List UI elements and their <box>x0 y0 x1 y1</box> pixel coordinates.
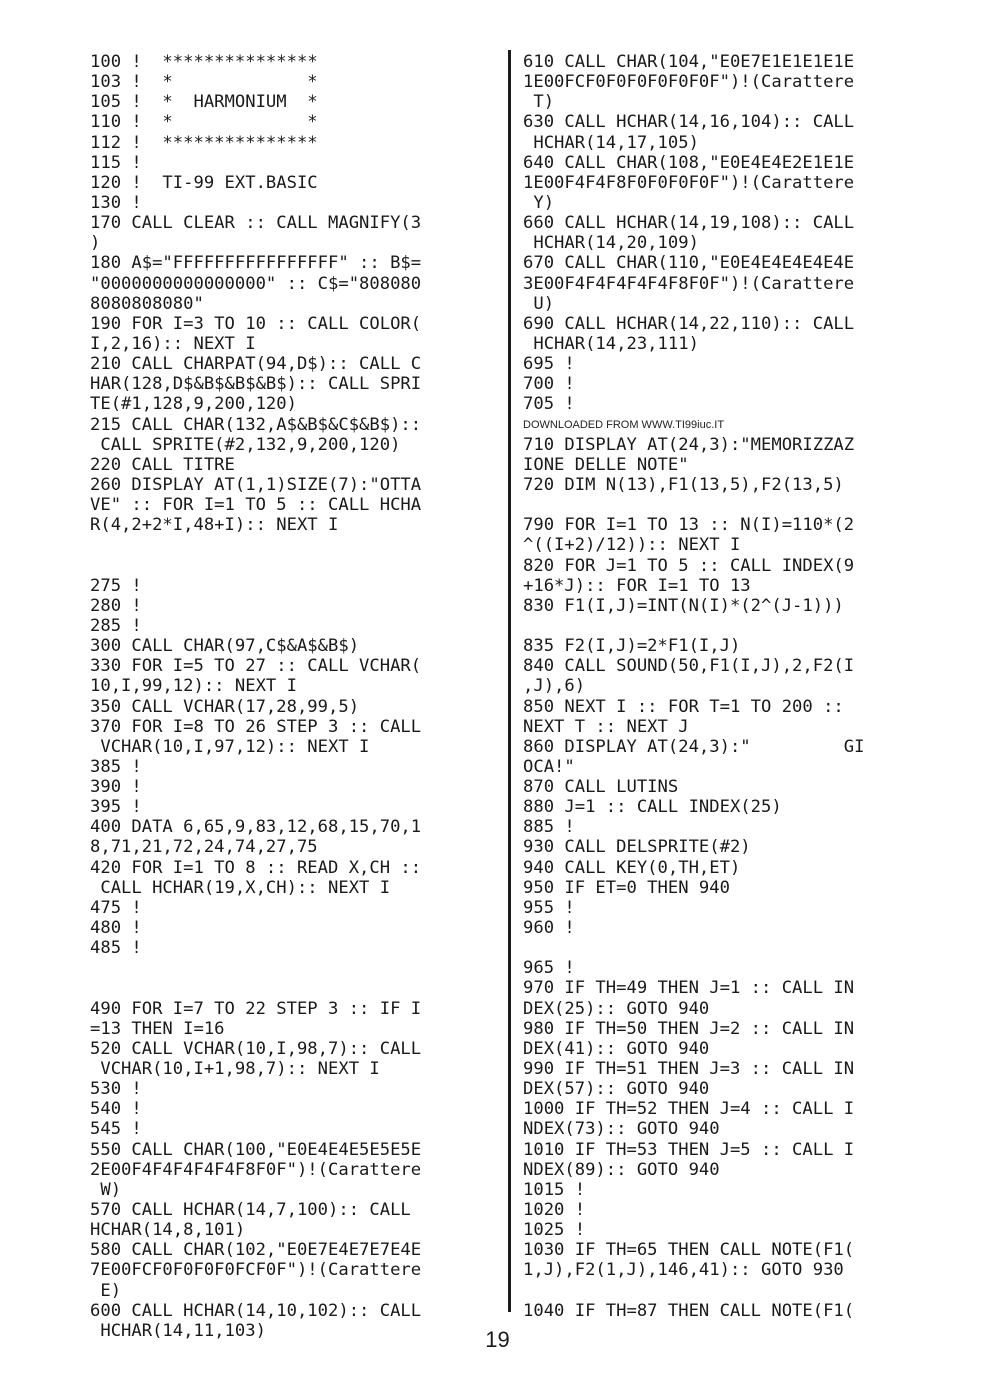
code-line: ,J),6) <box>523 676 586 697</box>
code-line: DEX(41):: GOTO 940 <box>523 1038 710 1059</box>
code-line: 285 ! <box>90 615 142 636</box>
code-line: 1E00F4F4F8F0F0F0F0F")!(Carattere <box>523 172 855 193</box>
code-line: 280 ! <box>90 595 142 616</box>
code-line: 630 CALL HCHAR(14,16,104):: CALL <box>523 112 855 133</box>
code-line: 390 ! <box>90 777 142 798</box>
code-line: R(4,2+2*I,48+I):: NEXT I <box>90 515 339 536</box>
code-line: 220 CALL TITRE <box>90 454 235 475</box>
listing-left-column <box>90 52 485 1341</box>
code-line: 103 ! * * <box>90 72 318 93</box>
code-line: 710 DISPLAY AT(24,3):"MEMORIZZAZ <box>523 434 855 455</box>
code-line: 1010 IF TH=53 THEN J=5 :: CALL I <box>523 1139 855 1160</box>
code-line: 940 CALL KEY(0,TH,ET) <box>523 857 741 878</box>
code-line: E) <box>90 1280 122 1301</box>
code-line: 870 CALL LUTINS <box>523 777 679 798</box>
code-line: VCHAR(10,I,97,12):: NEXT I <box>90 736 370 757</box>
page-number: 19 <box>485 1327 510 1352</box>
code-line: 115 ! <box>90 152 142 173</box>
code-line: 570 CALL HCHAR(14,7,100):: CALL <box>90 1200 411 1221</box>
code-line: 1025 ! <box>523 1220 586 1241</box>
code-line: 1015 ! <box>523 1179 586 1200</box>
code-line: 960 ! <box>523 918 575 939</box>
code-line: HCHAR(14,11,103) <box>90 1320 266 1341</box>
code-line: 180 A$="FFFFFFFFFFFFFFFF" :: B$= <box>90 253 422 274</box>
code-line <box>90 958 485 978</box>
code-line: 475 ! <box>90 897 142 918</box>
code-line: 300 CALL CHAR(97,C$&A$&B$) <box>90 636 360 657</box>
code-line: HCHAR(14,23,111) <box>523 333 699 354</box>
code-line: 370 FOR I=8 TO 26 STEP 3 :: CALL <box>90 716 422 737</box>
code-line: NDEX(73):: GOTO 940 <box>523 1119 720 1140</box>
column-divider <box>508 50 511 1312</box>
code-line: 1000 IF TH=52 THEN J=4 :: CALL I <box>523 1099 855 1120</box>
code-line: 850 NEXT I :: FOR T=1 TO 200 :: <box>523 696 844 717</box>
code-line: 1,J),F2(1,J),146,41):: GOTO 930 <box>523 1260 844 1281</box>
code-line: 550 CALL CHAR(100,"E0E4E4E5E5E5E <box>90 1139 422 1160</box>
code-line: 970 IF TH=49 THEN J=1 :: CALL IN <box>523 978 855 999</box>
code-line <box>523 938 918 958</box>
code-line: 1030 IF TH=65 THEN CALL NOTE(F1( <box>523 1240 855 1261</box>
code-line: CALL SPRITE(#2,132,9,200,120) <box>90 434 401 455</box>
code-line: 990 IF TH=51 THEN J=3 :: CALL IN <box>523 1059 855 1080</box>
code-line: 640 CALL CHAR(108,"E0E4E4E2E1E1E <box>523 152 855 173</box>
code-line: 610 CALL CHAR(104,"E0E7E1E1E1E1E <box>523 52 855 72</box>
code-line: VE" :: FOR I=1 TO 5 :: CALL HCHA <box>90 495 422 516</box>
code-line: "0000000000000000" :: C$="808080 <box>90 273 422 294</box>
code-line: 930 CALL DELSPRITE(#2) <box>523 837 751 858</box>
listing-right-column <box>523 52 918 1321</box>
code-line: 700 ! <box>523 374 575 395</box>
code-line: 3E00F4F4F4F4F4F8F0F")!(Carattere <box>523 273 855 294</box>
code-line: =13 THEN I=16 <box>90 1018 225 1039</box>
code-line: 330 FOR I=5 TO 27 :: CALL VCHAR( <box>90 656 422 677</box>
code-line: NDEX(89):: GOTO 940 <box>523 1159 720 1180</box>
code-line: 880 J=1 :: CALL INDEX(25) <box>523 797 782 818</box>
code-line: 545 ! <box>90 1119 142 1140</box>
code-line: 480 ! <box>90 918 142 939</box>
code-line: DEX(25):: GOTO 940 <box>523 998 710 1019</box>
code-line: 112 ! *************** <box>90 132 318 153</box>
code-line <box>523 495 918 515</box>
code-line: 695 ! <box>523 354 575 375</box>
code-line: 120 ! TI-99 EXT.BASIC <box>90 172 318 193</box>
code-line: 860 DISPLAY AT(24,3):" GI <box>523 736 865 757</box>
code-line: 2E00F4F4F4F4F4F8F0F")!(Carattere <box>90 1159 422 1180</box>
code-line: 7E00FCF0F0F0F0FCF0F")!(Carattere <box>90 1260 422 1281</box>
code-line: 520 CALL VCHAR(10,I,98,7):: CALL <box>90 1038 422 1059</box>
code-line: 540 ! <box>90 1099 142 1120</box>
code-line: NEXT T :: NEXT J <box>523 716 689 737</box>
code-line: CALL HCHAR(19,X,CH):: NEXT I <box>90 877 391 898</box>
code-line: 840 CALL SOUND(50,F1(I,J),2,F2(I <box>523 656 855 677</box>
code-line: 835 F2(I,J)=2*F1(I,J) <box>523 636 741 657</box>
code-line: 600 CALL HCHAR(14,10,102):: CALL <box>90 1300 422 1321</box>
code-line: 670 CALL CHAR(110,"E0E4E4E4E4E4E <box>523 253 855 274</box>
code-line <box>90 978 485 998</box>
code-line: 420 FOR I=1 TO 8 :: READ X,CH :: <box>90 857 422 878</box>
code-line: VCHAR(10,I+1,98,7):: NEXT I <box>90 1059 380 1080</box>
code-line: 400 DATA 6,65,9,83,12,68,15,70,1 <box>90 817 422 838</box>
code-line: T) <box>523 92 555 113</box>
code-line: 8,71,21,72,24,74,27,75 <box>90 837 318 858</box>
code-line: ^((I+2)/12)):: NEXT I <box>523 535 741 556</box>
code-line: TE(#1,128,9,200,120) <box>90 394 297 415</box>
code-line: 955 ! <box>523 897 575 918</box>
code-line: HCHAR(14,17,105) <box>523 132 699 153</box>
code-line: W) <box>90 1179 122 1200</box>
code-line: 210 CALL CHARPAT(94,D$):: CALL C <box>90 354 422 375</box>
code-line: OCA!" <box>523 756 575 777</box>
code-line: 950 IF ET=0 THEN 940 <box>523 877 730 898</box>
code-line <box>523 616 918 636</box>
code-line: 1E00FCF0F0F0F0F0F0F")!(Carattere <box>523 72 855 93</box>
code-line: HAR(128,D$&B$&B$&B$):: CALL SPRI <box>90 374 422 395</box>
code-line: 965 ! <box>523 958 575 979</box>
watermark-text: DOWNLOADED FROM WWW.TI99iuc.IT <box>523 418 725 431</box>
code-line: +16*J):: FOR I=1 TO 13 <box>523 575 751 596</box>
code-line: 10,I,99,12):: NEXT I <box>90 676 297 697</box>
code-line: 820 FOR J=1 TO 5 :: CALL INDEX(9 <box>523 555 855 576</box>
code-line: 1040 IF TH=87 THEN CALL NOTE(F1( <box>523 1300 855 1321</box>
code-line: 215 CALL CHAR(132,A$&B$&C$&B$):: <box>90 414 422 435</box>
code-line: 705 ! <box>523 394 575 415</box>
code-line: 170 CALL CLEAR :: CALL MAGNIFY(3 <box>90 213 422 234</box>
code-line: 530 ! <box>90 1079 142 1100</box>
code-line: 980 IF TH=50 THEN J=2 :: CALL IN <box>523 1018 855 1039</box>
code-line: 8080808080" <box>90 293 204 314</box>
code-line: 385 ! <box>90 756 142 777</box>
code-line: IONE DELLE NOTE" <box>523 454 689 475</box>
code-line: 490 FOR I=7 TO 22 STEP 3 :: IF I <box>90 998 422 1019</box>
code-line: 395 ! <box>90 797 142 818</box>
code-line: HCHAR(14,8,101) <box>90 1220 246 1241</box>
code-line: 485 ! <box>90 938 142 959</box>
code-line: 720 DIM N(13),F1(13,5),F2(13,5) <box>523 474 844 495</box>
code-line: 350 CALL VCHAR(17,28,99,5) <box>90 696 360 717</box>
code-line: 690 CALL HCHAR(14,22,110):: CALL <box>523 313 855 334</box>
code-line: I,2,16):: NEXT I <box>90 333 256 354</box>
code-line: DEX(57):: GOTO 940 <box>523 1079 710 1100</box>
code-line: 260 DISPLAY AT(1,1)SIZE(7):"OTTA <box>90 474 422 495</box>
code-line: 885 ! <box>523 817 575 838</box>
code-line: 105 ! * HARMONIUM * <box>90 92 318 113</box>
code-line: 130 ! <box>90 192 142 213</box>
code-line <box>523 1281 918 1301</box>
code-line: 190 FOR I=3 TO 10 :: CALL COLOR( <box>90 313 422 334</box>
code-line: ) <box>90 233 101 254</box>
code-line: 660 CALL HCHAR(14,19,108):: CALL <box>523 213 855 234</box>
code-line: 790 FOR I=1 TO 13 :: N(I)=110*(2 <box>523 515 855 536</box>
code-line: HCHAR(14,20,109) <box>523 233 699 254</box>
code-line: 830 F1(I,J)=INT(N(I)*(2^(J-1))) <box>523 595 844 616</box>
code-line <box>90 535 485 555</box>
code-line: Y) <box>523 192 555 213</box>
code-line: 110 ! * * <box>90 112 318 133</box>
code-line: U) <box>523 293 555 314</box>
code-line: 275 ! <box>90 575 142 596</box>
code-line: 1020 ! <box>523 1200 586 1221</box>
code-line: 100 ! *************** <box>90 52 318 72</box>
code-line: 580 CALL CHAR(102,"E0E7E4E7E7E4E <box>90 1240 422 1261</box>
code-line <box>90 556 485 576</box>
